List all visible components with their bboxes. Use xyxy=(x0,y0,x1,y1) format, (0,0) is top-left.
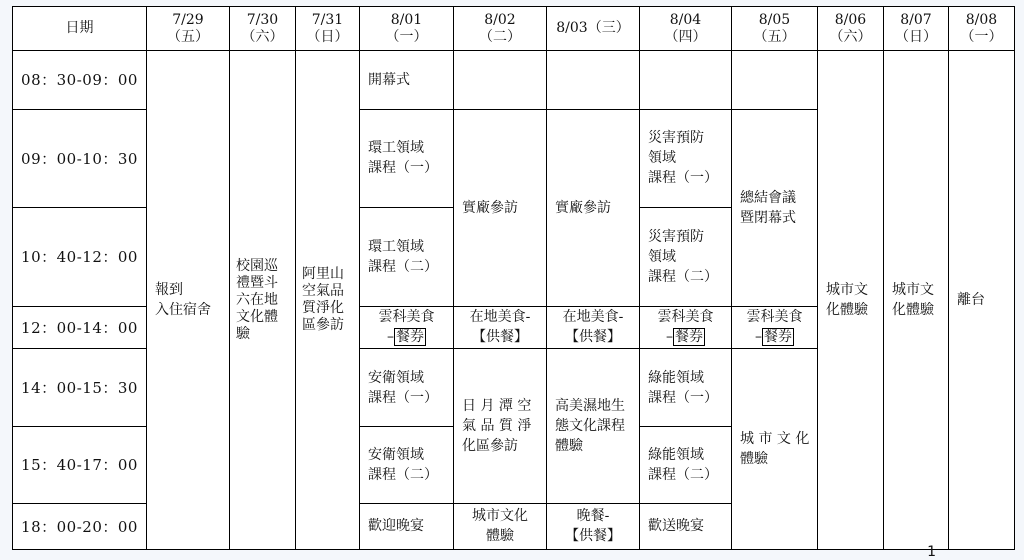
meal-voucher-label: 餐券 xyxy=(396,329,424,346)
date-label-header: 日期 xyxy=(13,7,147,51)
day-header-0805: 8/05 （五） xyxy=(732,7,818,51)
cell-0803-factory-visit: 實廠參訪 xyxy=(547,109,640,306)
cell-0801-opening: 開幕式 xyxy=(360,51,454,109)
schedule-sheet xyxy=(12,6,1014,550)
cell-0808-departure: 離台 xyxy=(949,51,1015,550)
cell-0731-alishan-visit: 阿里山 空氣品 質淨化 區參訪 xyxy=(296,51,360,550)
cell-0807-city-culture: 城市文 化體驗 xyxy=(884,51,949,550)
cell-0804-green-energy-course-2: 綠能領域 課程（二） xyxy=(640,427,732,503)
day-header-0808: 8/08 （一） xyxy=(949,7,1015,51)
cell-0802-sun-moon-lake-visit: 日 月 潭 空 氣 品 質 淨 化區參訪 xyxy=(454,348,547,503)
cell-0805-empty xyxy=(732,51,818,109)
cell-0729-checkin: 報到 入住宿舍 xyxy=(147,51,230,550)
time-slot: 15：40-17：00 xyxy=(13,427,147,503)
day-header-0801: 8/01 （一） xyxy=(360,7,454,51)
day-header-0802: 8/02 （二） xyxy=(454,7,547,51)
cell-0802-factory-visit: 實廠參訪 xyxy=(454,109,547,306)
cell-0804-lunch: 雲科美食 – 餐券 xyxy=(640,306,732,348)
cell-0803-dinner: 晚餐- 【供餐】 xyxy=(547,503,640,549)
cell-0803-gaomei-wetland: 高美濕地生 態文化課程 體驗 xyxy=(547,348,640,503)
time-slot: 18：00-20：00 xyxy=(13,503,147,549)
cell-0805-closing: 總結會議 暨閉幕式 xyxy=(732,109,818,306)
time-slot: 14：00-15：30 xyxy=(13,348,147,426)
day-header-0803: 8/03（三） xyxy=(547,7,640,51)
cell-0804-disaster-course-2: 災害預防 領域 課程（二） xyxy=(640,208,732,307)
day-header-0730: 7/30 （六） xyxy=(230,7,296,51)
time-slot: 10：40-12：00 xyxy=(13,208,147,307)
cell-0802-lunch: 在地美食- 【供餐】 xyxy=(454,306,547,348)
day-header-0729: 7/29 （五） xyxy=(147,7,230,51)
cell-0801-safety-course-1: 安衛領域 課程（一） xyxy=(360,348,454,426)
cell-0802-empty xyxy=(454,51,547,109)
page-number: 1 xyxy=(927,544,936,560)
day-header-0804: 8/04 （四） xyxy=(640,7,732,51)
cell-0801-safety-course-2: 安衛領域 課程（二） xyxy=(360,427,454,503)
schedule-table xyxy=(12,6,1015,550)
cell-0801-env-course-2: 環工領域 課程（二） xyxy=(360,208,454,307)
cell-0801-env-course-1: 環工領域 課程（一） xyxy=(360,109,454,208)
cell-0803-empty xyxy=(547,51,640,109)
day-header-0731: 7/31 （日） xyxy=(296,7,360,51)
time-row-1 xyxy=(13,51,1015,109)
time-slot: 09：00-10：30 xyxy=(13,109,147,208)
cell-0804-empty xyxy=(640,51,732,109)
meal-voucher-label: 餐券 xyxy=(675,329,703,346)
meal-voucher-label: 餐券 xyxy=(764,329,792,346)
cell-0801-welcome-dinner: 歡迎晚宴 xyxy=(360,503,454,549)
time-slot: 08：30-09：00 xyxy=(13,51,147,109)
cell-0805-lunch: 雲科美食 – 餐券 xyxy=(732,306,818,348)
cell-0802-city-culture: 城市文化 體驗 xyxy=(454,503,547,549)
cell-0803-lunch: 在地美食- 【供餐】 xyxy=(547,306,640,348)
cell-0804-farewell-dinner: 歡送晚宴 xyxy=(640,503,732,549)
cell-0804-disaster-course-1: 災害預防 領域 課程（一） xyxy=(640,109,732,208)
time-slot: 12：00-14：00 xyxy=(13,306,147,348)
cell-0805-city-culture: 城 市 文 化 體驗 xyxy=(732,348,818,549)
header-row xyxy=(13,7,1015,51)
cell-0730-campus-tour: 校園巡 禮暨斗 六在地 文化體 驗 xyxy=(230,51,296,550)
cell-0804-green-energy-course-1: 綠能領域 課程（一） xyxy=(640,348,732,426)
cell-0801-lunch: 雲科美食 – 餐券 xyxy=(360,306,454,348)
cell-0806-city-culture: 城市文 化體驗 xyxy=(818,51,884,550)
day-header-0807: 8/07 （日） xyxy=(884,7,949,51)
day-header-0806: 8/06 （六） xyxy=(818,7,884,51)
